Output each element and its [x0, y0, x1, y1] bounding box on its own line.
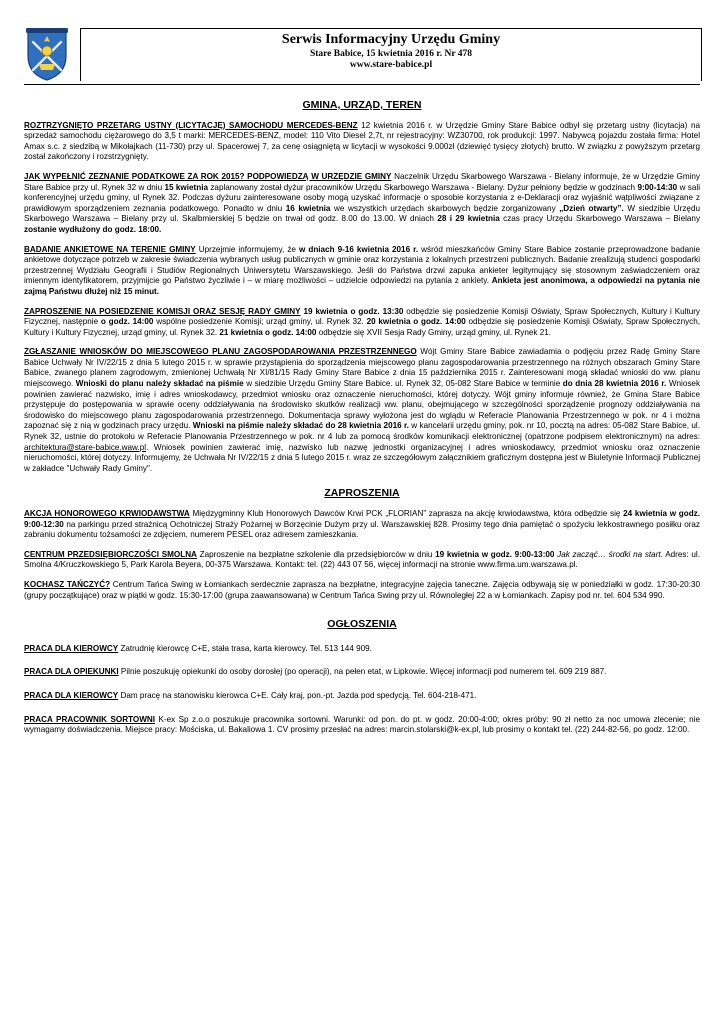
section-title-gmina: GMINA, URZĄD, TEREN: [302, 99, 422, 111]
article-heading: BADANIE ANKIETOWE NA TERENIE GMINY: [24, 244, 196, 254]
article-emphasis: 15 kwietnia: [164, 182, 208, 192]
article-emphasis: 20 kwietnia o godz. 14:00: [366, 317, 466, 327]
ad-text: Dam pracę na stanowisku kierowca C+E. Cały kraj, pon.-pt. Jazda pod spedycją. Tel. 604-218-471.: [118, 690, 477, 700]
article-text: wspólne posiedzenie Komisji; urząd gminy, ul. Rynek 32.: [153, 317, 367, 327]
article-emphasis: 24 kwietnia w godz. 9:00-12:30: [24, 509, 700, 529]
article-emphasis: Wnioski do planu należy składać na piśmie: [75, 379, 244, 389]
issue-info: Stare Babice, 15 kwietnia 2016 r. Nr 478: [309, 49, 473, 59]
article-emphasis: zostanie wydłużony do godz. 18:00.: [24, 224, 162, 234]
article-dance: [24, 580, 700, 601]
article-text: Centrum Tańca Swing w Łomiankach serdecznie zaprasza na bezpłatne, integracyjne zajęcia taneczne. Zajęcia odbywają się w poniedziałki w godz. 17:30-20:30 (grupy początkujące) oraz w piątki w godz. 15:30-17:00 (grupa zaawansowana) w Centrum Tańca Swing przy ul. Równoległej 22 a w Łomiankach. Zapisy pod nr. tel. 604 534 990.: [24, 579, 700, 600]
article-text: Zaproszenie na bezpłatne szkolenie dla przedsiębiorców w dniu: [196, 549, 436, 559]
article-zoning-plan: [24, 347, 700, 474]
article-text: Międzygminny Klub Honorowych Dawców Krwi PCK „FLORIAN” zaprasza na akcję krwiodawstwa, która odbędzie się: [189, 509, 624, 518]
ad-caregiver: [24, 667, 700, 678]
ad-driver-2: [24, 691, 700, 702]
article-text: W siedzibie Urzędu Skarbowego Warszawa – Bielany przy ul. Skalbmierskiej 5 będzie on trwał od godz. 8.00 do 13.00. W dniach: [24, 203, 700, 224]
article-heading: AKCJA HONOROWEGO KRWIODAWSTWA: [24, 509, 190, 518]
article-emphasis: „Dzień otwarty”.: [559, 203, 624, 213]
article-text: wśród mieszkańców Gminy Stare Babice zostanie przeprowadzone badanie ankietowe dotyczące potrzeb w zakresie świadczenia wybranych usług publicznych w gminie oraz korzystania z lokalnych przestrzeni publicznych. Badanie zrealizują studenci gospodarki przestrzennej Wydziału Geografii i Studiów Regionalnych Uniwersytetu Warszawskiego. Jeśli do Państwa drzwi zapuka ankieter legitymujący się stosownym zaświadczeniem oraz imiennym identyfikatorem, przyjmijcie go Państwo życzliwie i – w miarę możliwości – udzielcie odpowiedzi na pytania z ankiety.: [24, 244, 700, 286]
article-text: w sali konferencyjnej urzędu gminy, ul Rynek 32. Podczas dyżuru zainteresowane osoby mogą uzyskać informacje o sposobie korzystania z e-Deklaracji oraz wyjaśnić wątpliwości związane z prawidłowym sporządzeniem zeznania podatkowego. Ponadto w dniu: [24, 182, 700, 213]
bulletin-title: Serwis Informacyjny Urzędu Gminy: [281, 32, 501, 47]
article-heading: ZGŁASZANIE WNIOSKÓW DO MIEJSCOWEGO PLANU ZAGOSPODAROWANIA PRZESTRZENNEGO: [24, 347, 417, 357]
article-text: Wójt Gminy Stare Babice zawiadamia o podjęciu przez Radę Gminy Stare Babice Uchwały Nr IV/22/15 z dnia 5 lutego 2015 r. w sprawie przystąpienia do sporządzenia miejscowego planu zagospodarowania przestrzennego na różnych obszarach Gminy Stare Babice, zwanego planem zagrodowym, zmienionej Uchwałą Nr XI/81/15 Rady Gminy Stare Babice z dnia 15 października 2015 r. Zainteresowani mogą składać wnioski do ww. planu miejscowego.: [24, 347, 700, 389]
article-text: zaplanowany został dyżur pracowników Urzędu Skarbowego Warszawa - Bielany. Dyżur pełniony będzie w godzinach: [207, 182, 638, 192]
ad-heading: PRACA PRACOWNIK SORTOWNI: [24, 714, 156, 724]
article-business-center: [24, 550, 700, 571]
header: [24, 26, 700, 84]
coat-of-arms-icon: [24, 26, 70, 82]
email-link[interactable]: architektura@stare-babice.waw.pl: [24, 442, 147, 452]
article-emphasis: 9:00-14:30: [637, 182, 678, 192]
article-text: na parkingu przed strażnicą Ochotniczej Straży Pożarnej w Borzęcinie Dużym przy ul. Warszawskiej 828. Prosimy tego dnia pamiętać o spożyciu lekkostrawnego posiłku oraz zabraniu dokumentu tożsamości ze zdjęciem, numerem PESEL oraz adresem zamieszkania.: [24, 519, 700, 540]
article-emphasis: w dniach 9-16 kwietnia 2016 r.: [298, 244, 419, 254]
article-text: odbędzie się XVII Sesja Rady Gminy, urząd gminy, ul. Rynek 21.: [316, 327, 551, 337]
section-title-ogloszenia: OGŁOSZENIA: [327, 618, 397, 631]
article-emphasis: Wnioski na piśmie należy składać do 28 kwietnia 2016 r.: [192, 421, 409, 431]
ad-driver-1: [24, 644, 700, 655]
article-heading: CENTRUM PRZEDSIĘBIORCZOŚCI SMOLNA: [24, 549, 197, 559]
header-box: [80, 28, 702, 81]
article-heading: KOCHASZ TAŃCZYĆ?: [24, 579, 111, 589]
article-text: Naczelnik Urzędu Skarbowego Warszawa - Bielany informuje, że w Urzędzie Gminy Stare Babice przy ul. Rynek 32 w dniu: [24, 171, 700, 192]
article-text: w kancelarii urzędu gminy, pok. nr 10, pocztą na adres: 05-082 Stare Babice, ul. Rynek 32, ustnie do protokołu w Referacie Planowania Przestrzennego w pok. nr 4 lub za pomocą środków komunikacji elektronicznej (opatrzone podpisem elektronicznym) na adres:: [24, 421, 700, 442]
article-heading: ZAPROSZENIE NA POSIEDZENIE KOMISJI ORAZ SESJĘ RADY GMINY: [24, 306, 301, 316]
article-text: Uprzejmie informujemy, że: [195, 244, 299, 254]
ad-sorting-worker: [24, 715, 700, 736]
header-divider: [24, 84, 700, 85]
article-emphasis: 19 kwietnia w godz. 9:00-13:00: [435, 549, 555, 559]
article-text: 12 kwietnia 2016 r. w Urzędzie Gminy Stare Babice odbył się przetarg ustny (licytacja) na sprzedaż samochodu ciężarowego do 3,5 t marki: MERCEDES-BENZ, model: 110 Vito Diesel 2,7t, nr rejestracyjny: WZ30700, rok produkcji: 1997. Nabywcą pojazdu została firma: Hotel Amax s.c. z siedzibą w Mikołajkach (11-730) przy ul. Spacerowej 7, za cenę osiągniętą w licytacji w wysokości 9.000zł (dziewięć tysięcy złotych) brutto. W związku z powyższym przetarg został zakończony i rozstrzygnięty.: [24, 120, 700, 162]
article-blood-donation: [24, 509, 700, 541]
article-emphasis: o godz. 14:00: [100, 317, 154, 327]
article-text: Wniosek powinien zawierać nazwisko, imię i adres wnioskodawcy, przedmiot wniosku oraz oznaczenie nieruchomości, której dotyczy. Wójt gminy informuje również, że Gmina Stare Babice przystępuje do postępowania w sprawie oceny oddziaływania na środowisko skutków realizacji ww. planu, obejmującego w szczególności sporządzenie prognozy oddziaływania na środowisko do miejscowego planu zagospodarowania przestrzennego. Dokumentacja sprawy wyłożona jest do wglądu w Referacie Planowania Przestrzennego w pok. nr 4 i można zapoznać się z nią w godzinach pracy urzędu.: [24, 379, 701, 431]
article-auction: [24, 121, 700, 163]
article-emphasis: 16 kwietnia: [285, 203, 331, 213]
article-heading: JAK WYPEŁNIĆ ZEZNANIE PODATKOWE ZA ROK 2015? PODPOWIEDZĄ W URZĘDZIE GMINY: [24, 171, 392, 181]
ad-text: Pilnie poszukuję opiekunki do osoby dorosłej (po operacji), na pełen etat, w Lipkowie. Więcej informacji pod numerem tel. 609 219 887.: [118, 667, 607, 677]
ad-text: K-ex Sp z.o.o poszukuje pracownika sortowni. Warunki: od pon. do pt. w godz. 20:00-4:00; okres próby: 90 zł netto za noc umowa zlecenie; nie wymagamy doświadczenia. Miejsce pracy: Mościska, ul. Bakaliowa 1. CV prosimy przesłać na adres: marcin.stolarski@k-ex.pl, lub prosimy o kontakt tel. (22) 244-82-56, po godz. 12:00.: [24, 714, 700, 735]
article-text: Adres: ul. Smolna 4/Kruczkowskiego 5, Park Karola Beyera, 00-375 Warszawa. Kontakt: tel. (22) 443 07 56, więcej informacji na stronie www.firma.um.warszawa.pl.: [24, 549, 700, 570]
article-council: [24, 307, 700, 339]
bulletin-content: [24, 98, 700, 745]
article-text: czas pracy Urzędu Skarbowego Warszawa – Bielany: [499, 214, 701, 224]
article-text: w siedzibie Urzędu Gminy Stare Babice. ul. Rynek 32, 05-082 Stare Babice w terminie: [243, 379, 563, 389]
article-emphasis: Ankieta jest anonimowa, a odpowiedzi na pytania nie zajmą Państwu dłużej niż 15 minut.: [24, 276, 700, 296]
website-link[interactable]: www.stare-babice.pl: [349, 60, 433, 70]
article-text: . Wniosek powinien zawierać imię, nazwisko lub nazwę jednostki organizacyjnej i adres wnioskodawcy, przedmiot wniosku oraz oznaczenie nieruchomości, której dotyczy. Informujemy, że Uchwała Nr IV/22/15 z dnia 5 lutego 2015 r. wraz ze szczegółowym załącznikiem graficznym dostępna jest w Biuletynie Informacji Publicznej w zakładce "Uchwały Rady Gminy".: [24, 442, 700, 473]
article-emphasis: 28 i 29 kwietnia: [437, 214, 500, 224]
ad-heading: PRACA DLA KIEROWCY: [24, 690, 119, 700]
ad-text: Zatrudnię kierowcę C+E, stała trasa, karta kierowcy. Tel. 513 144 909.: [118, 643, 372, 653]
article-text: odbędzie się posiedzenie Komisji Oświaty, Spraw Społecznych, Kultury i Kultury Fizycznej, urząd gminy, ul. Rynek 32.: [24, 317, 700, 337]
article-emphasis: 19 kwietnia o godz. 13:30: [303, 306, 404, 316]
article-emphasis: 21 kwietnia o godz. 14:00: [219, 327, 317, 337]
article-italic: Jak zacząć… środki na start.: [554, 549, 663, 559]
article-emphasis: do dnia 28 kwietnia 2016 r.: [562, 379, 667, 389]
article-text: odbędzie się posiedzenie Komisji Oświaty, Spraw Społecznych, Kultury i Kultury Fizycznej, następnie: [24, 306, 700, 327]
article-text: we wszystkich urzędach skarbowych będzie zorganizowany: [330, 203, 560, 213]
article-tax: [24, 172, 700, 236]
section-title-zaproszenia: ZAPROSZENIA: [324, 487, 400, 500]
ad-heading: PRACA DLA OPIEKUNKI: [24, 667, 119, 677]
article-heading: ROZTRZYGNIĘTO PRZETARG USTNY (LICYTACJĘ) SAMOCHODU MERCEDES-BENZ: [24, 120, 358, 130]
ad-heading: PRACA DLA KIEROWCY: [24, 643, 119, 653]
article-survey: [24, 245, 700, 298]
